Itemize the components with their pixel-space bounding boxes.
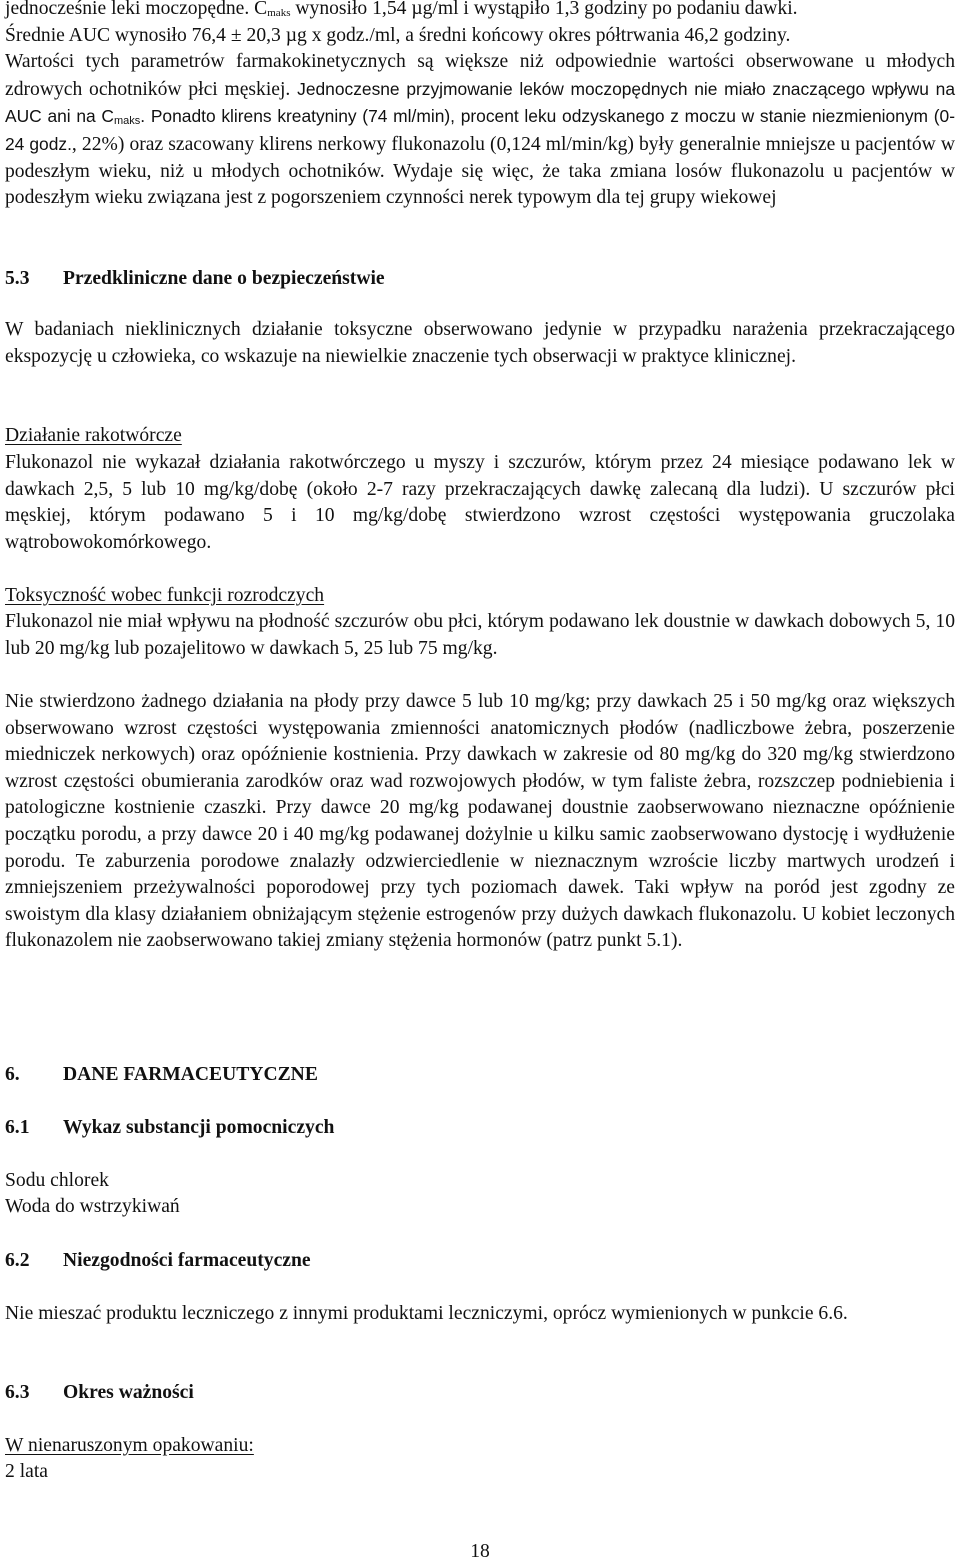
shelf-life-subheading: W nienaruszonym opakowaniu: (5, 1435, 254, 1456)
intro-paragraph: Wartości tych parametrów farmakokinetycznych są większe niż odpowiednie wartości obserwowane u młodych zdrowych ochotników płci męskiej. Jednoczesne przyjmowanie leków moczopędnych nie miało znaczącego wpływu na AUC ani na $C_{maks}$. Ponadto klirens kreatyniny (74 ml/min), procent leku odzyskanego z moczu w stanie niezmienionym (0-24 godz., 22%) oraz szacowany klirens nerkowy flukonazolu (0,124 ml/min/kg) były generalnie mniejsze u pacjentów w podeszłym wieku, niż u młodych ochotników. Wydaje się więc, że taka zmiana losów flukonazolu u pacjentów w podeszłym wieku związana jest z pogorszeniem czynności nerek typowym dla tej grupy wiekowej (5, 51, 956, 209)
section-6-2-paragraph: Nie mieszać produktu leczniczego z innymi produktami leczniczymi, oprócz wymienionych w punkcie 6.6. (5, 1303, 848, 1324)
section-number: 6.3 (5, 1382, 30, 1403)
section-5-3-paragraph: W badaniach nieklinicznych działanie toksyczne obserwowano jedynie w przypadku narażenia przekraczającego ekspozycję u człowieka, co wskazuje na niewielkie znaczenie tych obserwacji w praktyce klinicznej. (5, 319, 955, 367)
intro-text-b: , 22%) oraz szacowany klirens nerkowy flukonazolu (0,124 ml/min/kg) były generalnie mniejsze u pacjentów w podeszłym wieku, niż u młodych ochotników. (5, 133, 956, 182)
section-title: Niezgodności farmaceutyczne (63, 1250, 311, 1271)
section-6-2-heading (5, 1248, 311, 1274)
page-number: 18 (470, 1541, 490, 1562)
section-5-3-heading (5, 266, 385, 292)
section-number: 6.2 (5, 1250, 30, 1271)
intro-block (5, 0, 955, 212)
excipient-item: Woda do wstrzykiwań (5, 1196, 180, 1217)
reproductive-toxicity-paragraph-1: Flukonazol nie miał wpływu na płodność szczurów obu płci, którym podawano lek doustnie w dawkach dobowych 5, 10 lub 20 mg/kg lub pozajelitowo w dawkach 5, 25 lub 75 mg/kg. (5, 611, 955, 659)
section-number: 5.3 (5, 268, 30, 289)
reproductive-toxicity-heading: Toksyczność wobec funkcji rozrodczych (5, 585, 325, 606)
section-6-heading (5, 1062, 318, 1088)
section-number: 6.1 (5, 1117, 30, 1138)
excipient-item: Sodu chlorek (5, 1170, 109, 1191)
intro-line-1: jednocześnie leki moczopędne. $C_{maks}$ wynosiło 1,54 µg/ml i wystąpiło 1,3 godziny po podaniu dawki. (5, 0, 798, 19)
section-number: 6. (5, 1064, 20, 1085)
reproductive-toxicity-paragraph-2: Nie stwierdzono żadnego działania na płody przy dawce 5 lub 10 mg/kg; przy dawkach 25 i 50 mg/kg oraz większych obserwowano wzrost częstości występowania zmienności anatomicznych płodów (nadliczbowe żebra, poszerzenie miedniczek nerkowych) oraz opóźnienie kostnienia. Przy dawkach w zakresie od 80 mg/kg do 320 mg/kg stwierdzono wzrost częstości obumierania zarodków oraz wad rozwojowych płodów, w tym faliste żebra, rozszczep podniebienia i patologiczne kostnienie czaszki. Przy dawce 20 mg/kg podawanej doustnie zaobserwowano nieznaczne opóźnienie początku porodu, a przy dawce 20 i 40 mg/kg podawanej dożylnie u kilku samic zaobserwowano dystocję i wydłużenie porodu. Te zaburzenia porodowe znalazły odzwierciedlenie w nieznacznym wzroście liczby martwych urodzeń i zmniejszeniem przeżywalności poporodowej przy tych poziomach dawek. Taki wpływ na poród jest zgodny ze swoistym dla klasy działaniem obniżającym stężenie estrogenów przy dużych dawkach flukonazolu. U kobiet leczonych flukonazolem nie zaobserwowano takiej zmiany stężenia hormonów (patrz punkt 5.1). (5, 691, 955, 952)
section-title: Wykaz substancji pomocniczych (63, 1117, 335, 1138)
section-title: Przedkliniczne dane o bezpieczeństwie (63, 268, 385, 289)
carcinogenicity-heading: Działanie rakotwórcze (5, 425, 182, 446)
section-title: Okres ważności (63, 1382, 194, 1403)
section-6-1-heading (5, 1115, 334, 1141)
intro-line-2: Średnie AUC wynosiło 76,4 ± 20,3 µg x godz./ml, a średni końcowy okres półtrwania 46,2 godziny. (5, 24, 791, 46)
intro-sans-text-a: Jednoczesne przyjmowanie leków moczopędnych nie miało znaczącego wpływu na AUC ani na $C_{maks}$. Ponadto klirens kreatyniny (74 ml/min), procent leku odzyskanego z moczu w stanie niezmienionym (0-24 godz. (5, 78, 956, 154)
intro-tail: Wydaje się więc, że taka zmiana losów flukonazolu u pacjentów w podeszłym wieku związana jest z pogorszeniem czynności nerek typowym dla tej grupy wiekowej (5, 160, 955, 209)
section-title: DANE FARMACEUTYCZNE (63, 1064, 318, 1085)
carcinogenicity-paragraph: Flukonazol nie wykazał działania rakotwórczego u myszy i szczurów, którym przez 24 miesiące podawano lek w dawkach 2,5, 5 lub 10 mg/kg/dobę (około 2-7 razy przekraczających dawkę zalecaną dla ludzi). U szczurów płci męskiej, którym podawano 5 i 10 mg/kg/dobę stwierdzono wzrost częstości występowania gruczolaka wątrobowokomórkowego. (5, 452, 955, 553)
shelf-life-value: 2 lata (5, 1461, 48, 1482)
section-6-3-heading (5, 1380, 194, 1406)
